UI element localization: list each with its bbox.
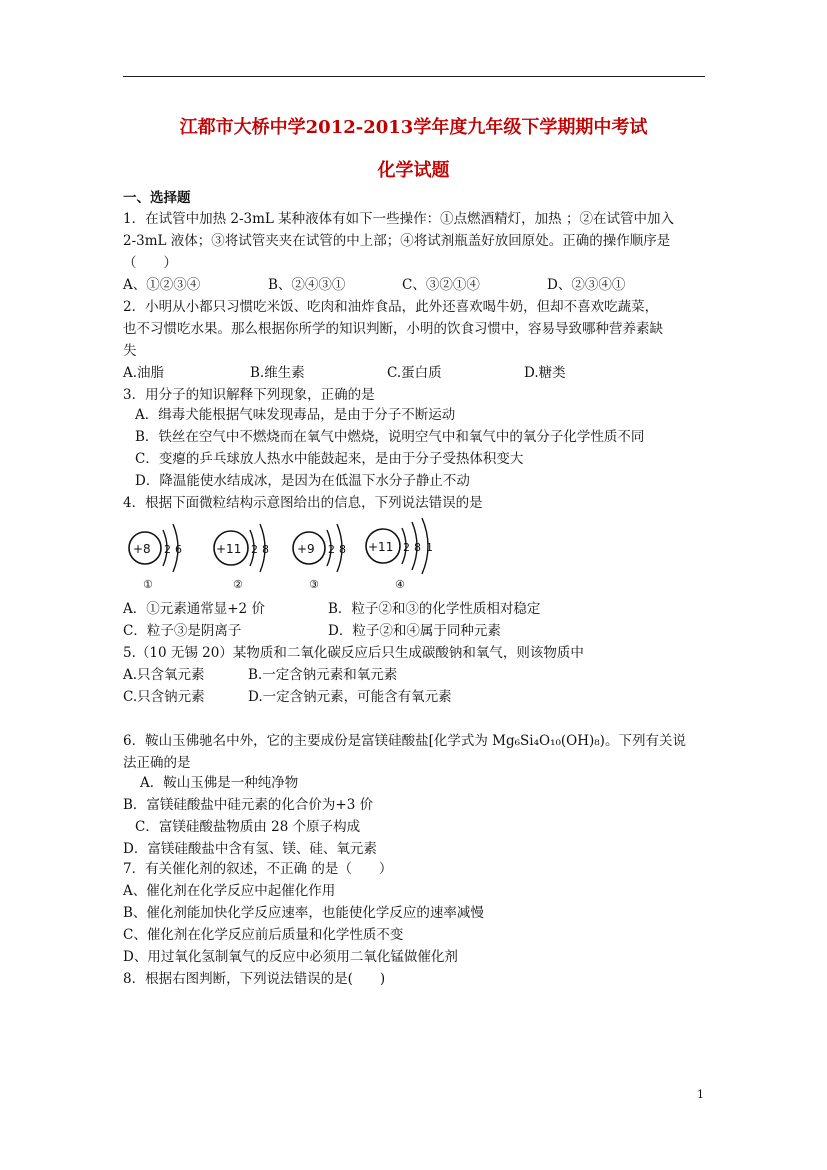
- q2-option-d: D.糖类: [524, 365, 566, 381]
- q2-line1: 2．小明从小都只习惯吃米饭、吃肉和油炸食品，此外还喜欢喝牛奶，但却不喜欢吃蔬菜，: [123, 299, 659, 315]
- q3-option-a: A．缉毒犬能根据气味发现毒品，是由于分子不断运动: [135, 407, 456, 423]
- q1-option-b: B、②④③①: [268, 277, 346, 293]
- particle-4-label: ④: [395, 578, 405, 591]
- exam-title: 江都市大桥中学2012-2013学年度九年级下学期期中考试: [179, 117, 648, 138]
- q5-option-b: B.一定含钠元素和氧元素: [248, 667, 398, 683]
- q1-option-c: C、③②①④: [402, 277, 480, 293]
- q4-option-c: C．粒子③是阴离子: [123, 623, 242, 639]
- particle-2-label: ②: [233, 578, 243, 591]
- particle-4-shell-3: 1: [426, 541, 433, 554]
- particle-4-nucleus: +11: [368, 540, 394, 554]
- q6-line1: 6．鞍山玉佛驰名中外，它的主要成份是富镁硅酸盐[化学式为 Mg₆Si₄O₁₀(OH)₈)。下列有关说: [123, 733, 686, 749]
- particle-1-shell-1: 2: [164, 543, 171, 556]
- particle-3-label: ③: [309, 578, 319, 591]
- q1-option-d: D、②③④①: [547, 277, 626, 293]
- q5-option-d: D.一定含钠元素，可能含有氧元素: [248, 689, 452, 705]
- q2-line2: 也不习惯吃水果。那么根据你所学的知识判断，小明的饮食习惯中，容易导致哪种营养素缺: [123, 321, 663, 337]
- q6-option-c: C．富镁硅酸盐物质由 28 个原子构成: [135, 819, 361, 835]
- q1-option-a: A、①②③④: [123, 277, 201, 293]
- q1-line2: 2-3mL 液体；③将试管夹夹在试管的中上部；④将试剂瓶盖好放回原处。正确的操作顺序是: [123, 233, 671, 249]
- particle-3-diagram: [293, 524, 346, 591]
- q2-option-c: C.蛋白质: [387, 365, 442, 381]
- particle-2-shell-1: 2: [251, 543, 258, 556]
- particle-4-shell-1: 2: [403, 541, 410, 554]
- q7-option-a: A、催化剂在化学反应中起催化作用: [123, 883, 336, 899]
- particle-1-diagram: [129, 524, 182, 591]
- q2-line3: 失: [123, 343, 137, 359]
- q7-option-b: B、催化剂能加快化学反应速率，也能使化学反应的速率减慢: [123, 905, 484, 921]
- particle-structure-diagrams: [123, 516, 453, 592]
- q3-option-b: B．铁丝在空气中不燃烧而在氧气中燃烧，说明空气中和氧气中的氧分子化学性质不同: [135, 429, 645, 445]
- q5-option-c: C.只含钠元素: [123, 689, 205, 705]
- exam-subtitle: 化学试题: [377, 160, 450, 181]
- q4-stem: 4．根据下面微粒结构示意图给出的信息，下列说法错误的是: [123, 495, 483, 511]
- q6-option-a: A．鞍山玉佛是一种纯净物: [140, 775, 299, 791]
- particle-2-diagram: [214, 524, 269, 591]
- particle-1-nucleus: +8: [133, 542, 151, 556]
- q6-line2: 法正确的是: [123, 755, 191, 771]
- particle-1-label: ①: [143, 578, 153, 591]
- particle-4-shell-2: 8: [414, 541, 421, 554]
- q4-option-d: D．粒子②和④属于同种元素: [328, 623, 501, 639]
- q5-option-a: A.只含氧元素: [123, 667, 205, 683]
- q2-option-a: A.油脂: [123, 365, 165, 381]
- q8-stem: 8．根据右图判断，下列说法错误的是( ): [123, 971, 386, 987]
- q6-option-b: B．富镁硅酸盐中硅元素的化合价为+3 价: [123, 797, 374, 813]
- particle-2-nucleus: +11: [216, 542, 242, 556]
- q1-line3: （ ）: [123, 255, 177, 271]
- q7-option-c: C、催化剂在化学反应前后质量和化学性质不变: [123, 927, 404, 943]
- particle-3-shell-1: 2: [328, 543, 335, 556]
- q7-stem: 7．有关催化剂的叙述，不正确 的是（ ）: [123, 861, 393, 877]
- particle-1-shell-2: 6: [175, 543, 182, 556]
- q1-line1: 1．在试管中加热 2-3mL 某种液体有如下一些操作：①点燃酒精灯，加热 ；②在试管中加入: [123, 211, 674, 227]
- page-number: 1: [697, 1088, 704, 1101]
- q3-stem: 3．用分子的知识解释下列现象，正确的是: [123, 387, 375, 403]
- q4-option-a: A．①元素通常显+2 价: [123, 601, 265, 617]
- q3-option-d: D．降温能使水结成冰，是因为在低温下水分子静止不动: [135, 473, 470, 489]
- section-heading: 一、选择题: [123, 190, 191, 206]
- header-rule: [123, 76, 705, 77]
- q4-option-b: B．粒子②和③的化学性质相对稳定: [328, 601, 541, 617]
- q6-option-d: D．富镁硅酸盐中含有氢、镁、硅、氧元素: [123, 841, 377, 857]
- particle-2-shell-2: 8: [262, 543, 269, 556]
- q5-stem: 5.（10 无锡 20）某物质和二氧化碳反应后只生成碳酸钠和氧气，则该物质中: [123, 645, 584, 661]
- q7-option-d: D、用过氧化氢制氧气的反应中必须用二氧化锰做催化剂: [123, 949, 458, 965]
- particle-3-nucleus: +9: [297, 542, 315, 556]
- q2-option-b: B.维生素: [250, 365, 305, 381]
- particle-4-diagram: [366, 518, 433, 591]
- particle-3-shell-2: 8: [339, 543, 346, 556]
- q3-option-c: C．变瘪的乒乓球放人热水中能鼓起来，是由于分子受热体积变大: [135, 451, 524, 467]
